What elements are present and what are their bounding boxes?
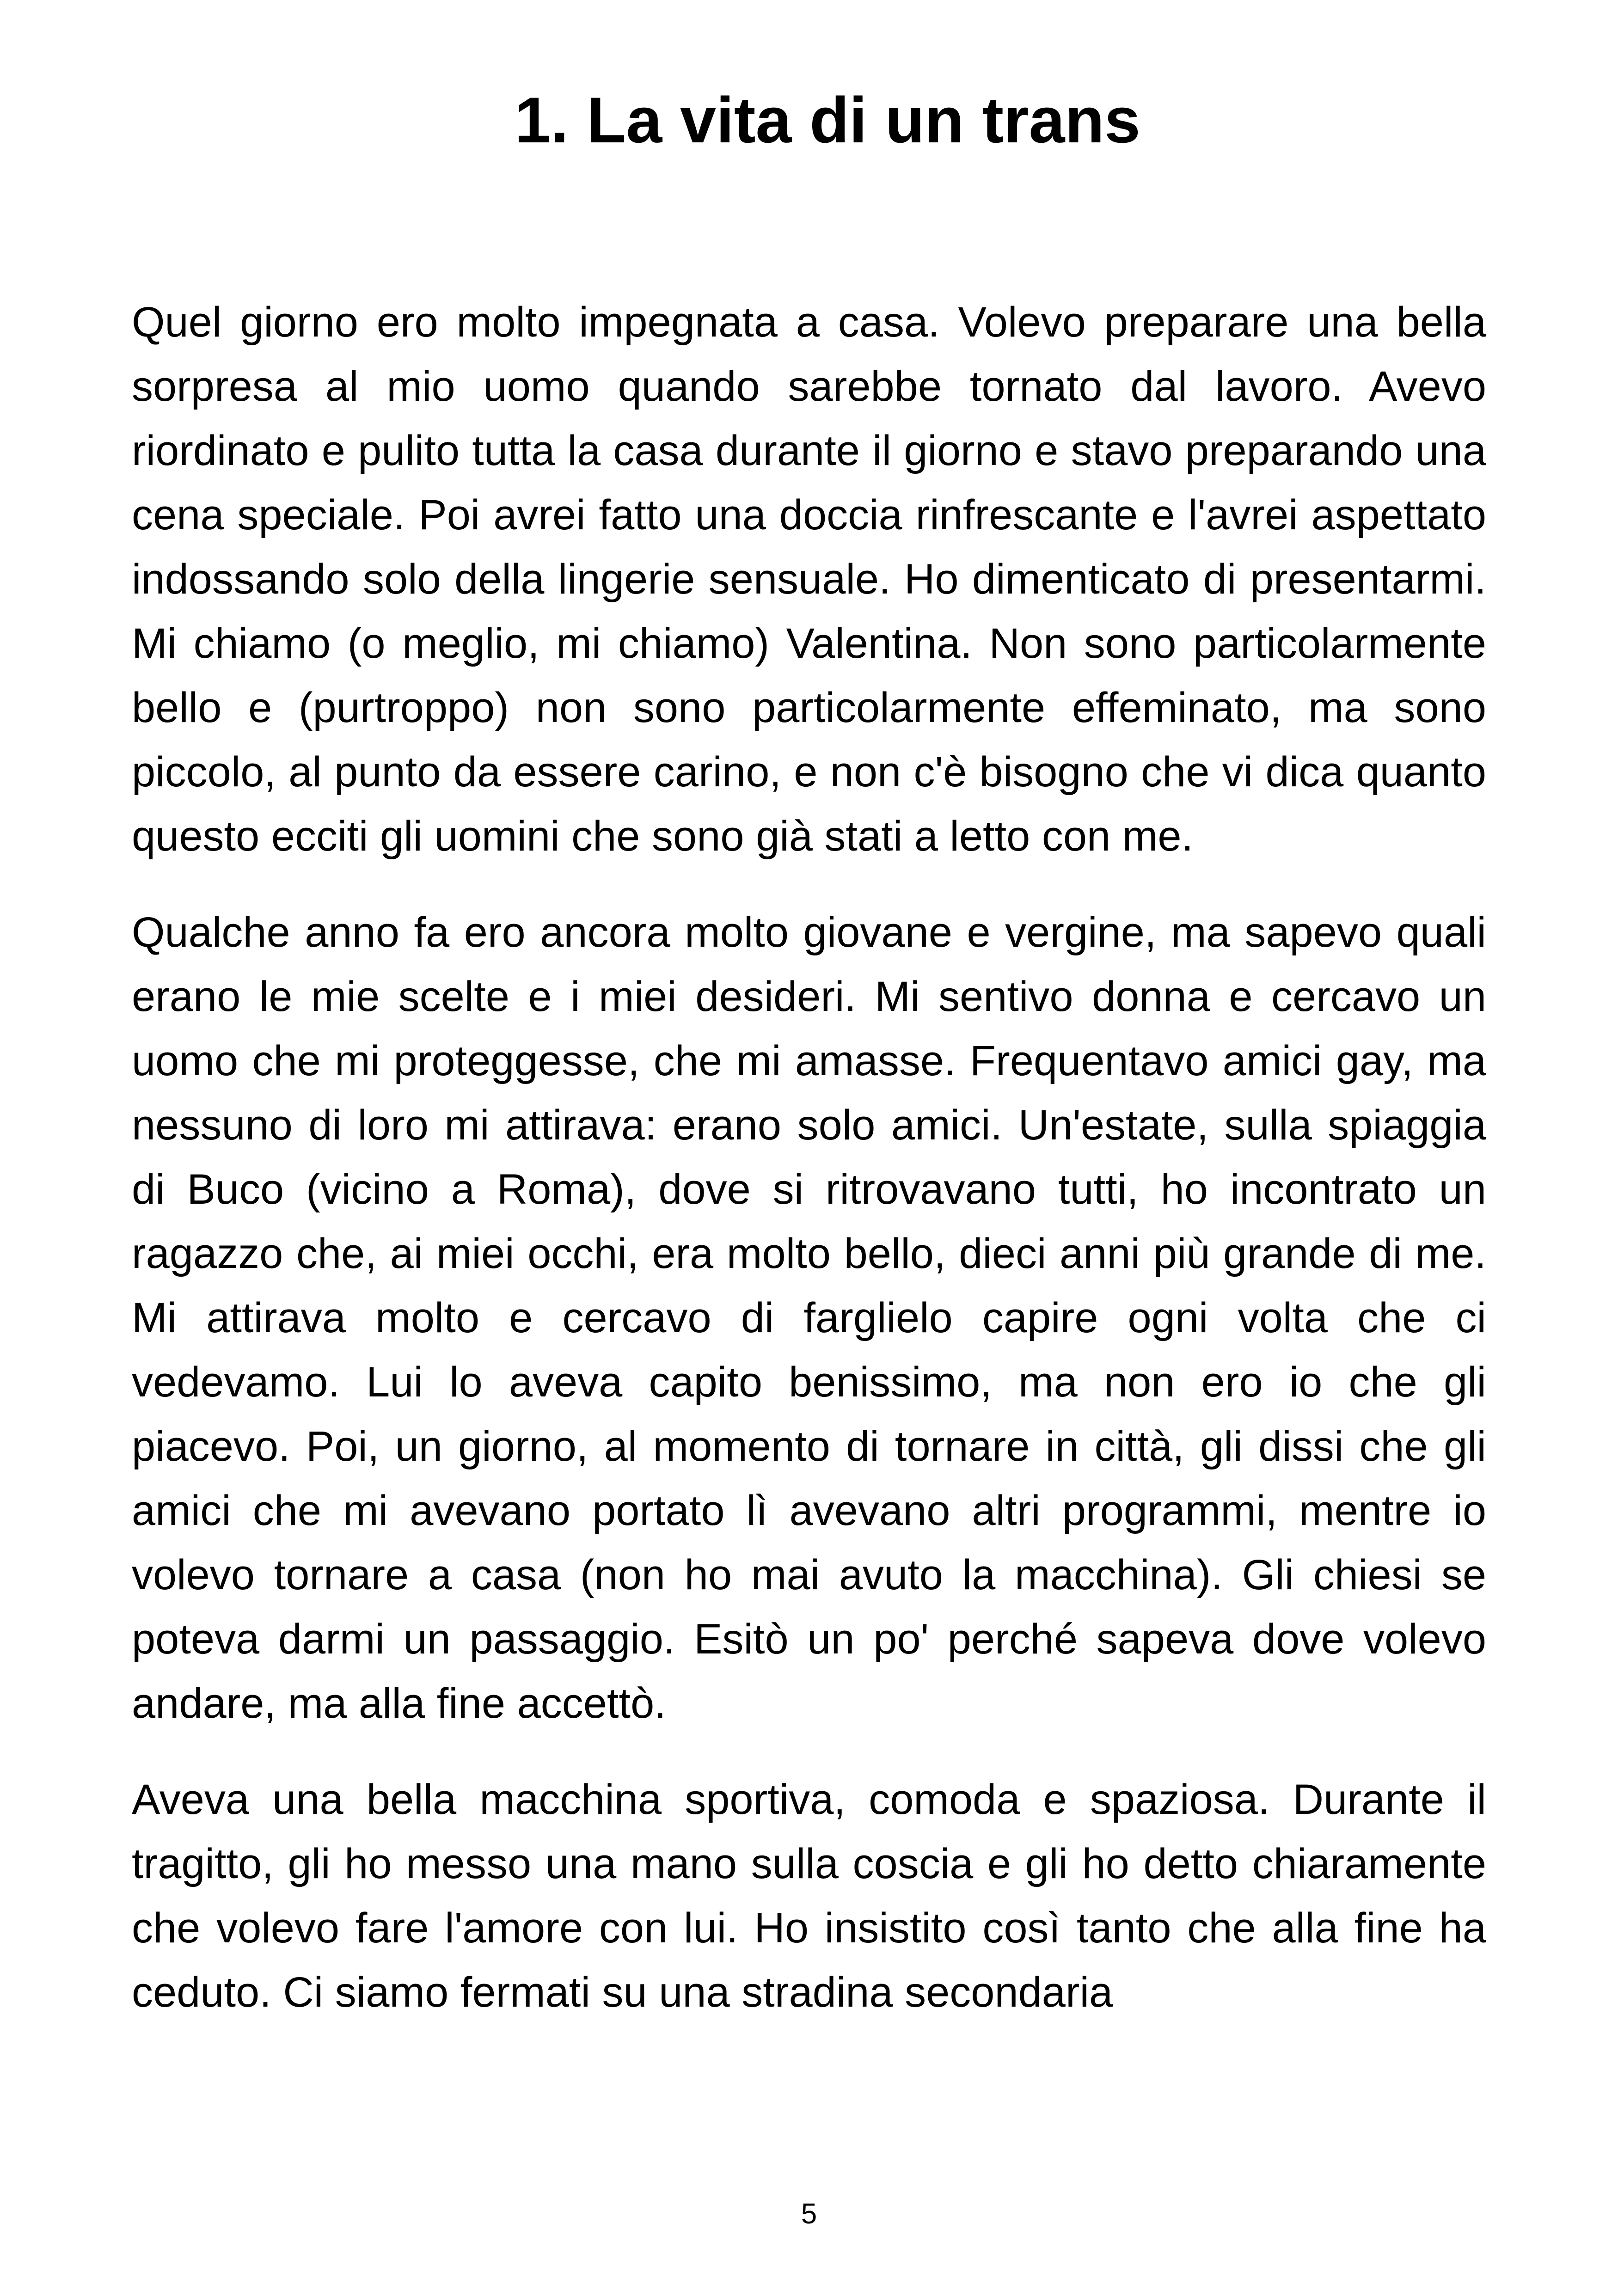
paragraph-1: Quel giorno ero molto impegnata a casa. Volevo preparare una bella sorpresa al mio uomo quando sarebbe tornato dal lavoro. Avevo riordinato e pulito tutta la casa durante il giorno e stavo preparando una cena speciale. Poi avrei fatto una doccia rinfrescante e l'avrei aspettato indossando solo della lingerie sensuale. Ho dimenticato di presentarmi. Mi chiamo (o meglio, mi chiamo) Valentina. Non sono particolarmente bello e (purtroppo) non sono particolarmente effeminato, ma sono piccolo, al punto da essere carino, e non c'è bisogno che vi dica quanto questo ecciti gli uomini che sono già stati a letto con me. — [132, 299, 1486, 860]
paragraph-2: Qualche anno fa ero ancora molto giovane e vergine, ma sapevo quali erano le mie scelte e i miei desideri. Mi sentivo donna e cercavo un uomo che mi proteggesse, che mi amasse. Frequentavo amici gay, ma nessuno di loro mi attirava: erano solo amici. Un'estate, sulla spiaggia di Buco (vicino a Roma), dove si ritrovavano tutti, ho incontrato un ragazzo che, ai miei occhi, era molto bello, dieci anni più grande di me. Mi attirava molto e cercavo di farglielo capire ogni volta che ci vedevamo. Lui lo aveva capito benissimo, ma non ero io che gli piacevo. Poi, un giorno, al momento di tornare in città, gli dissi che gli amici che mi avevano portato lì avevano altri programmi, mentre io volevo tornare a casa (non ho mai avuto la macchina). Gli chiesi se poteva darmi un passaggio. Esitò un po' perché sapeva dove volevo andare, ma alla fine accettò. — [132, 909, 1486, 1727]
page-number: 5 — [801, 2198, 817, 2230]
paragraph-3: Aveva una bella macchina sportiva, comoda e spaziosa. Durante il tragitto, gli ho messo una mano sulla coscia e gli ho detto chiaramente che volevo fare l'amore con lui. Ho insistito così tanto che alla fine ha ceduto. Ci siamo fermati su una stradina secondaria — [132, 1776, 1486, 2016]
chapter-title: 1. La vita di un trans — [515, 84, 1140, 156]
body-text — [132, 290, 1486, 2057]
